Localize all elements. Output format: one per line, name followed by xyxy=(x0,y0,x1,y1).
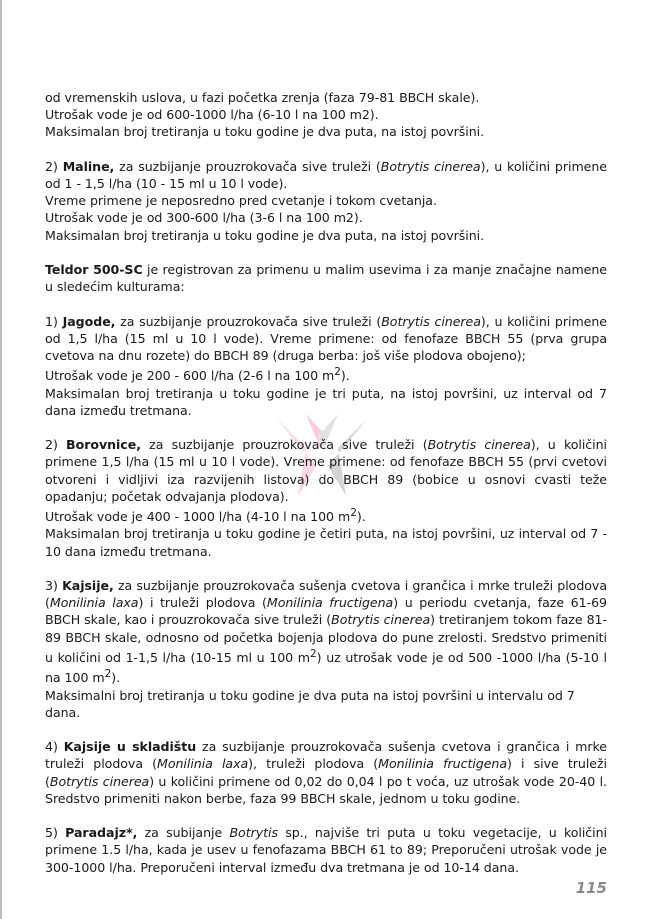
crop-name: Jagode, xyxy=(62,313,116,329)
maline-paragraph: 2) Maline, za suzbijanje prouzrokovača sive truleži (Botrytis cinerea), u količini primene od 1 - 1,5 l/ha (10 - 15 ml u 10 l vode). Vreme primene je neposredno pred cvetanje i tokom cvetanja. Utrošak vode je od 300-600 l/ha (3-6 l na 100 m2). Maksimalan broj tretiranja u toku godine je dva puta, na istoj površini. xyxy=(45,158,607,243)
product-name: Teldor 500-SC xyxy=(45,262,143,277)
pathogen-name: Botrytis cinerea xyxy=(380,158,481,174)
kajsije-skladiste-paragraph: 4) Kajsije u skladištu za suzbijanje prouzrokovača sušenja cvetova i grančica i mrke truleži plodova (Monilinia laxa), truleži plodova (Monilinia fructigena) i sive truleži (Botrytis cinerea) u količini primene od 0,02 do 0,04 l po t voća, uz utrošak vode 20-40 l. Sredstvo primeniti nakon berbe, faza 99 BBCH skale, jednom u toku godine. xyxy=(45,739,608,806)
crop-name: Maline, xyxy=(62,158,115,174)
water-usage-line: Utrošak vode je 200 - 600 l/ha (2-6 l na 100 $m^2$). xyxy=(45,366,350,384)
pathogen-name: Botrytis cinerea xyxy=(381,313,481,329)
maline-line: Maksimalan broj tretiranja u toku godine je dva puta, na istoj površini. xyxy=(45,227,485,243)
crop-name: Borovnice, xyxy=(66,437,141,453)
pathogen-name: Monilinia fructigena xyxy=(266,595,394,611)
item-number: 3) xyxy=(45,577,63,593)
pathogen-name: Botrytis cinerea xyxy=(331,612,431,628)
crop-name: Kajsije, xyxy=(62,577,114,593)
kajsije-paragraph: 3) Kajsije, za suzbijanje prouzrokovača sušenja cvetova i grančica i mrke truleži plodova (Monilinia laxa) i truleži plodova (Monilinia fructigena) u periodu cvetanja, faze 61-69 BBCH skale, kao i prouzrokovača sive truleži (Botrytis cinerea) tretiranjem tokom faze 81-89 BBCH skale, odnosno od početka bojenja plodova do pune zrelosti. Sredstvo primeniti u količini od 1-1,5 l/ha (10-15 ml u 100 $m^2$) uz utrošak vode je od 500 -1000 l/ha (5-10 l na 100 $m^2$). Maksimalni broj tretiranja u toku godine je dva puta na istoj površini u intervalu od 7 dana. xyxy=(45,577,608,720)
intro-paragraph xyxy=(45,89,607,141)
page-left-edge xyxy=(0,0,2,919)
crop-name: Paradajz*, xyxy=(65,825,138,841)
pathogen-name: Monilinia laxa xyxy=(157,756,249,772)
jagode-paragraph: 1) Jagode, za suzbijanje prouzrokovača sive truleži (Botrytis cinerea), u količini primene od 1,5 l/ha (15 ml u 10 l vode). Vreme primene: od fenofaze BBCH 55 (prva grupa cvetova na dnu rozete) do BBCH 89 (druga berba: još više plodova obojeno); Utrošak vode je 200 - 600 l/ha (2-6 l na 100 $m^2$). Maksimalan broj tretiranja u toku godine je tri puta, na istoj površini, uz interval od 7 dana između tretmana. xyxy=(45,313,608,418)
page-number: 115 xyxy=(575,879,607,897)
maline-line: Utrošak vode je od 300-600 l/ha (3-6 l na 100 m2). xyxy=(45,210,363,226)
item-number: 4) xyxy=(45,739,64,755)
pathogen-name: Botrytis cinerea xyxy=(427,437,531,453)
maline-line: Vreme primene je neposredno pred cvetanje i tokom cvetanja. xyxy=(45,193,437,209)
intro-line: Utrošak vode je od 600-1000 l/ha (6-10 l na 100 m2). xyxy=(45,107,379,123)
paradajz-paragraph: 5) Paradajz*, za subijanje Botrytis sp., najviše tri puta u toku vegetacije, u količini primene 1.5 l/ha, kada je usev u fenofazama BBCH 61 to 89; Preporučeni utrošak vode je 300-1000 l/ha. Preporučeni interval između dva tretmana je od 10-14 dana. xyxy=(45,825,608,875)
max-treatments-line: Maksimalni broj tretiranja u toku godine je dva puta na istoj površini u intervalu od 7 dana. xyxy=(45,687,575,720)
pathogen-name: Botrytis cinerea xyxy=(49,773,150,789)
item-number: 5) xyxy=(45,825,66,841)
teldor-paragraph: Teldor 500-SC je registrovan za primenu u malim usevima i za manje značajne namene u sledećim kulturama: xyxy=(45,262,607,295)
max-treatments-line: Maksimalan broj tretiranja u toku godine je tri puta, na istoj površini, uz interval od 7 dana između tretmana. xyxy=(45,385,607,418)
pathogen-name: Monilinia fructigena xyxy=(378,756,508,772)
max-treatments-line: Maksimalan broj tretiranja u toku godine je četiri puta, na istoj površini, uz interval od 7 - 10 dana između tretmana. xyxy=(45,526,607,559)
pathogen-name: Botrytis xyxy=(229,825,278,841)
intro-line: od vremenskih uslova, u fazi početka zrenja (faza 79-81 BBCH skale). xyxy=(45,90,480,105)
document-body xyxy=(45,89,607,893)
item-number: 1) xyxy=(45,313,63,329)
item-number: 2) xyxy=(45,437,67,453)
item-number: 2) xyxy=(45,158,63,174)
borovnice-paragraph: 2) Borovnice, za suzbijanje prouzrokovača sive truleži (Botrytis cinerea), u količini primene 1,5 l/ha (15 ml u 10 l vode). Vreme primene: od fenofaze BBCH 55 (prvi cvetovi otvoreni i vidljivi iza razvijenih listova) do BBCH 89 (bobice u osnovi cvasti teže opadanju; početak odvajanja plodova). Utrošak vode je 400 - 1000 l/ha (4-10 l na 100 $m^2$). Maksimalan broj tretiranja u toku godine je četiri puta, na istoj površini, uz interval od 7 - 10 dana između tretmana. xyxy=(45,437,607,559)
pathogen-name: Monilinia laxa xyxy=(49,595,139,611)
crop-name: Kajsije u skladištu xyxy=(63,739,197,755)
intro-line: Maksimalan broj tretiranja u toku godine je dva puta, na istoj površini. xyxy=(45,124,485,140)
water-usage-line: Utrošak vode je 400 - 1000 l/ha (4-10 l na 100 $m^2$). xyxy=(45,507,366,525)
